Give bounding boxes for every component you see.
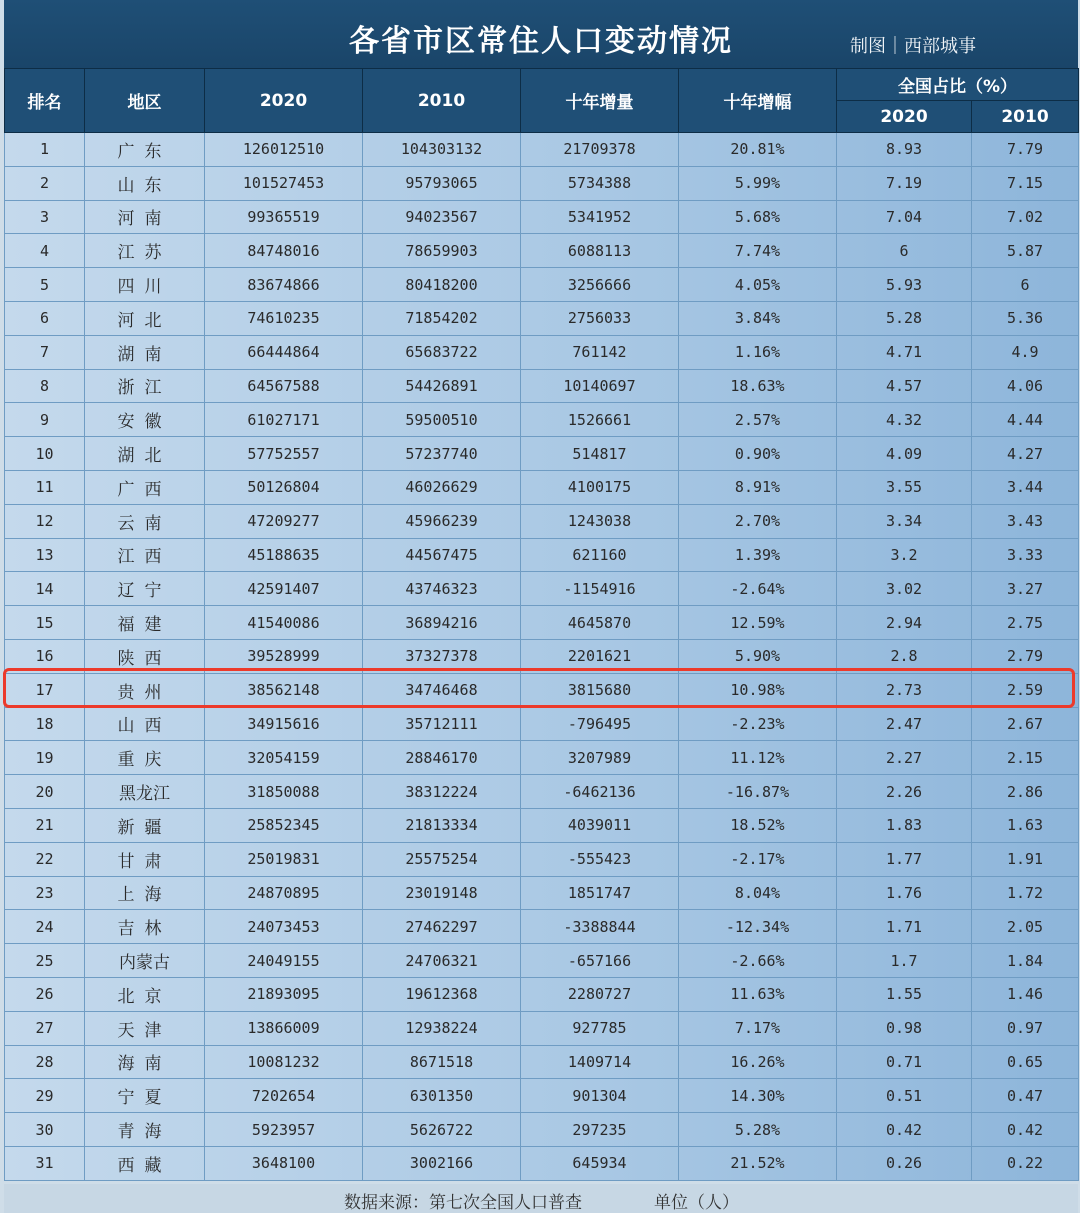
table-row xyxy=(5,775,1079,809)
cell-growth: 5.99% xyxy=(679,166,837,200)
cell-region: 宁夏 xyxy=(85,1079,205,1113)
cell-pop2020: 64567588 xyxy=(205,369,363,403)
cell-region: 黑龙江 xyxy=(85,775,205,809)
cell-share2010: 6 xyxy=(972,268,1079,302)
cell-share2020: 4.57 xyxy=(837,369,972,403)
cell-growth: -2.17% xyxy=(679,842,837,876)
cell-rank: 24 xyxy=(5,910,85,944)
cell-pop2010: 36894216 xyxy=(363,606,521,640)
cell-share2010: 1.84 xyxy=(972,944,1079,978)
cell-share2020: 0.71 xyxy=(837,1045,972,1079)
cell-rank: 9 xyxy=(5,403,85,437)
cell-change: -796495 xyxy=(521,707,679,741)
cell-share2010: 1.46 xyxy=(972,977,1079,1011)
cell-region: 新疆 xyxy=(85,808,205,842)
cell-growth: -12.34% xyxy=(679,910,837,944)
cell-region: 四川 xyxy=(85,268,205,302)
table-row xyxy=(5,741,1079,775)
cell-share2020: 4.32 xyxy=(837,403,972,437)
cell-pop2020: 3648100 xyxy=(205,1146,363,1180)
cell-share2020: 1.76 xyxy=(837,876,972,910)
cell-share2010: 2.15 xyxy=(972,741,1079,775)
cell-pop2020: 7202654 xyxy=(205,1079,363,1113)
cell-region: 安徽 xyxy=(85,403,205,437)
cell-share2010: 4.27 xyxy=(972,437,1079,471)
cell-share2010: 2.86 xyxy=(972,775,1079,809)
cell-growth: -2.23% xyxy=(679,707,837,741)
cell-change: 4100175 xyxy=(521,470,679,504)
cell-pop2010: 5626722 xyxy=(363,1113,521,1147)
cell-growth: 11.12% xyxy=(679,741,837,775)
cell-pop2010: 35712111 xyxy=(363,707,521,741)
cell-share2020: 0.98 xyxy=(837,1011,972,1045)
cell-growth: -16.87% xyxy=(679,775,837,809)
cell-rank: 12 xyxy=(5,504,85,538)
cell-pop2010: 45966239 xyxy=(363,504,521,538)
cell-pop2020: 39528999 xyxy=(205,639,363,673)
table-row xyxy=(5,808,1079,842)
table-row xyxy=(5,335,1079,369)
cell-pop2010: 44567475 xyxy=(363,538,521,572)
cell-pop2010: 28846170 xyxy=(363,741,521,775)
cell-pop2020: 47209277 xyxy=(205,504,363,538)
cell-pop2010: 34746468 xyxy=(363,673,521,707)
table-row xyxy=(5,504,1079,538)
cell-growth: 4.05% xyxy=(679,268,837,302)
table-row xyxy=(5,437,1079,471)
cell-share2020: 4.71 xyxy=(837,335,972,369)
cell-share2020: 2.8 xyxy=(837,639,972,673)
cell-growth: 5.90% xyxy=(679,639,837,673)
cell-change: 3815680 xyxy=(521,673,679,707)
cell-change: 514817 xyxy=(521,437,679,471)
table-row xyxy=(5,572,1079,606)
cell-region: 天津 xyxy=(85,1011,205,1045)
cell-change: 10140697 xyxy=(521,369,679,403)
cell-share2020: 1.55 xyxy=(837,977,972,1011)
cell-share2020: 2.94 xyxy=(837,606,972,640)
cell-change: 901304 xyxy=(521,1079,679,1113)
cell-growth: 18.52% xyxy=(679,808,837,842)
cell-pop2020: 24870895 xyxy=(205,876,363,910)
table-row xyxy=(5,910,1079,944)
cell-share2010: 7.02 xyxy=(972,200,1079,234)
cell-share2010: 2.59 xyxy=(972,673,1079,707)
cell-region: 江西 xyxy=(85,538,205,572)
cell-share2020: 1.77 xyxy=(837,842,972,876)
table-row xyxy=(5,1011,1079,1045)
cell-pop2010: 46026629 xyxy=(363,470,521,504)
cell-share2020: 5.93 xyxy=(837,268,972,302)
cell-share2020: 4.09 xyxy=(837,437,972,471)
cell-pop2020: 66444864 xyxy=(205,335,363,369)
cell-pop2020: 34915616 xyxy=(205,707,363,741)
cell-change: 1409714 xyxy=(521,1045,679,1079)
cell-growth: -2.64% xyxy=(679,572,837,606)
cell-share2010: 3.27 xyxy=(972,572,1079,606)
cell-share2020: 2.73 xyxy=(837,673,972,707)
cell-share2010: 2.79 xyxy=(972,639,1079,673)
cell-change: 4645870 xyxy=(521,606,679,640)
cell-rank: 13 xyxy=(5,538,85,572)
unit-label: 单位（人） xyxy=(654,1193,739,1213)
cell-growth: -2.66% xyxy=(679,944,837,978)
cell-pop2020: 61027171 xyxy=(205,403,363,437)
col-header-pop2010: 2010 xyxy=(363,69,521,133)
table-row xyxy=(5,1146,1079,1180)
table-row xyxy=(5,639,1079,673)
cell-growth: 10.98% xyxy=(679,673,837,707)
cell-share2020: 3.2 xyxy=(837,538,972,572)
table-row xyxy=(5,606,1079,640)
cell-share2010: 4.9 xyxy=(972,335,1079,369)
cell-growth: 5.28% xyxy=(679,1113,837,1147)
cell-growth: 8.91% xyxy=(679,470,837,504)
cell-pop2010: 104303132 xyxy=(363,133,521,167)
table-footer xyxy=(4,1184,1078,1213)
cell-growth: 8.04% xyxy=(679,876,837,910)
col-header-share2020: 2020 xyxy=(837,101,972,133)
cell-region: 福建 xyxy=(85,606,205,640)
table-row xyxy=(5,268,1079,302)
cell-share2010: 1.72 xyxy=(972,876,1079,910)
cell-pop2020: 10081232 xyxy=(205,1045,363,1079)
cell-region: 辽宁 xyxy=(85,572,205,606)
cell-rank: 11 xyxy=(5,470,85,504)
cell-growth: 1.39% xyxy=(679,538,837,572)
col-header-growth: 十年增幅 xyxy=(679,69,837,133)
cell-change: 1243038 xyxy=(521,504,679,538)
cell-rank: 31 xyxy=(5,1146,85,1180)
cell-pop2010: 43746323 xyxy=(363,572,521,606)
cell-share2020: 2.26 xyxy=(837,775,972,809)
cell-pop2010: 95793065 xyxy=(363,166,521,200)
cell-pop2020: 41540086 xyxy=(205,606,363,640)
population-table xyxy=(4,68,1079,1181)
table-row xyxy=(5,1079,1079,1113)
cell-pop2020: 83674866 xyxy=(205,268,363,302)
credit-label: 制图｜西部城事 xyxy=(850,36,976,57)
cell-rank: 26 xyxy=(5,977,85,1011)
cell-share2020: 1.71 xyxy=(837,910,972,944)
cell-pop2020: 74610235 xyxy=(205,301,363,335)
cell-pop2020: 25019831 xyxy=(205,842,363,876)
cell-share2010: 2.05 xyxy=(972,910,1079,944)
table-row xyxy=(5,1113,1079,1147)
cell-pop2020: 24049155 xyxy=(205,944,363,978)
cell-change: 645934 xyxy=(521,1146,679,1180)
table-row xyxy=(5,369,1079,403)
cell-region: 吉林 xyxy=(85,910,205,944)
cell-growth: 3.84% xyxy=(679,301,837,335)
cell-rank: 17 xyxy=(5,673,85,707)
cell-share2010: 1.63 xyxy=(972,808,1079,842)
cell-region: 上海 xyxy=(85,876,205,910)
col-header-rank: 排名 xyxy=(5,69,85,133)
cell-share2010: 3.43 xyxy=(972,504,1079,538)
cell-pop2010: 37327378 xyxy=(363,639,521,673)
cell-pop2020: 45188635 xyxy=(205,538,363,572)
cell-change: 2280727 xyxy=(521,977,679,1011)
cell-growth: 16.26% xyxy=(679,1045,837,1079)
col-header-change: 十年增量 xyxy=(521,69,679,133)
cell-share2010: 3.33 xyxy=(972,538,1079,572)
table-row xyxy=(5,876,1079,910)
cell-rank: 19 xyxy=(5,741,85,775)
cell-pop2020: 31850088 xyxy=(205,775,363,809)
cell-region: 内蒙古 xyxy=(85,944,205,978)
page-title: 各省市区常住人口变动情况 xyxy=(349,24,733,59)
table-row xyxy=(5,403,1079,437)
cell-growth: 11.63% xyxy=(679,977,837,1011)
cell-pop2010: 78659903 xyxy=(363,234,521,268)
cell-region: 陕西 xyxy=(85,639,205,673)
cell-pop2010: 19612368 xyxy=(363,977,521,1011)
cell-rank: 14 xyxy=(5,572,85,606)
cell-share2010: 5.87 xyxy=(972,234,1079,268)
cell-region: 湖北 xyxy=(85,437,205,471)
cell-growth: 2.70% xyxy=(679,504,837,538)
cell-rank: 28 xyxy=(5,1045,85,1079)
cell-change: 297235 xyxy=(521,1113,679,1147)
table-row xyxy=(5,538,1079,572)
cell-region: 北京 xyxy=(85,977,205,1011)
cell-share2010: 0.97 xyxy=(972,1011,1079,1045)
cell-growth: 1.16% xyxy=(679,335,837,369)
cell-share2020: 1.83 xyxy=(837,808,972,842)
data-source-label: 数据来源：第七次全国人口普查 xyxy=(344,1193,582,1213)
cell-pop2010: 8671518 xyxy=(363,1045,521,1079)
table-row xyxy=(5,673,1079,707)
cell-change: 5734388 xyxy=(521,166,679,200)
table-row xyxy=(5,133,1079,167)
cell-growth: 21.52% xyxy=(679,1146,837,1180)
cell-share2010: 0.22 xyxy=(972,1146,1079,1180)
cell-rank: 20 xyxy=(5,775,85,809)
cell-change: 2756033 xyxy=(521,301,679,335)
cell-share2020: 7.19 xyxy=(837,166,972,200)
cell-share2010: 5.36 xyxy=(972,301,1079,335)
table-row xyxy=(5,944,1079,978)
cell-region: 广西 xyxy=(85,470,205,504)
table-row xyxy=(5,200,1079,234)
cell-growth: 0.90% xyxy=(679,437,837,471)
cell-share2010: 0.42 xyxy=(972,1113,1079,1147)
cell-pop2010: 65683722 xyxy=(363,335,521,369)
cell-region: 海南 xyxy=(85,1045,205,1079)
cell-region: 甘肃 xyxy=(85,842,205,876)
cell-rank: 7 xyxy=(5,335,85,369)
cell-growth: 7.74% xyxy=(679,234,837,268)
cell-pop2020: 101527453 xyxy=(205,166,363,200)
cell-rank: 29 xyxy=(5,1079,85,1113)
cell-region: 西藏 xyxy=(85,1146,205,1180)
cell-share2020: 2.47 xyxy=(837,707,972,741)
cell-pop2020: 21893095 xyxy=(205,977,363,1011)
cell-pop2020: 32054159 xyxy=(205,741,363,775)
cell-pop2010: 6301350 xyxy=(363,1079,521,1113)
cell-change: 3207989 xyxy=(521,741,679,775)
table-row xyxy=(5,166,1079,200)
col-header-region: 地区 xyxy=(85,69,205,133)
table-row xyxy=(5,301,1079,335)
cell-share2020: 0.51 xyxy=(837,1079,972,1113)
cell-change: 2201621 xyxy=(521,639,679,673)
cell-pop2010: 54426891 xyxy=(363,369,521,403)
cell-change: -657166 xyxy=(521,944,679,978)
cell-change: 5341952 xyxy=(521,200,679,234)
cell-share2010: 2.67 xyxy=(972,707,1079,741)
cell-rank: 8 xyxy=(5,369,85,403)
cell-rank: 30 xyxy=(5,1113,85,1147)
cell-change: 927785 xyxy=(521,1011,679,1045)
cell-pop2020: 42591407 xyxy=(205,572,363,606)
cell-share2020: 8.93 xyxy=(837,133,972,167)
table-row xyxy=(5,1045,1079,1079)
cell-share2010: 4.44 xyxy=(972,403,1079,437)
cell-share2020: 1.7 xyxy=(837,944,972,978)
cell-share2020: 3.02 xyxy=(837,572,972,606)
cell-region: 山西 xyxy=(85,707,205,741)
cell-pop2020: 99365519 xyxy=(205,200,363,234)
cell-change: -1154916 xyxy=(521,572,679,606)
cell-region: 贵州 xyxy=(85,673,205,707)
cell-change: 761142 xyxy=(521,335,679,369)
cell-rank: 4 xyxy=(5,234,85,268)
cell-rank: 2 xyxy=(5,166,85,200)
cell-pop2010: 12938224 xyxy=(363,1011,521,1045)
cell-pop2010: 25575254 xyxy=(363,842,521,876)
cell-rank: 15 xyxy=(5,606,85,640)
cell-share2020: 6 xyxy=(837,234,972,268)
col-header-share-group: 全国占比（%） xyxy=(837,69,1079,101)
cell-change: -6462136 xyxy=(521,775,679,809)
cell-growth: 20.81% xyxy=(679,133,837,167)
cell-pop2020: 126012510 xyxy=(205,133,363,167)
cell-region: 河南 xyxy=(85,200,205,234)
cell-rank: 27 xyxy=(5,1011,85,1045)
cell-region: 江苏 xyxy=(85,234,205,268)
cell-rank: 6 xyxy=(5,301,85,335)
cell-growth: 5.68% xyxy=(679,200,837,234)
cell-pop2020: 24073453 xyxy=(205,910,363,944)
cell-change: 1526661 xyxy=(521,403,679,437)
cell-rank: 3 xyxy=(5,200,85,234)
cell-share2020: 0.42 xyxy=(837,1113,972,1147)
cell-region: 青海 xyxy=(85,1113,205,1147)
cell-share2010: 0.47 xyxy=(972,1079,1079,1113)
cell-rank: 5 xyxy=(5,268,85,302)
cell-pop2010: 80418200 xyxy=(363,268,521,302)
cell-pop2010: 38312224 xyxy=(363,775,521,809)
cell-rank: 16 xyxy=(5,639,85,673)
cell-change: 21709378 xyxy=(521,133,679,167)
cell-share2020: 0.26 xyxy=(837,1146,972,1180)
cell-growth: 7.17% xyxy=(679,1011,837,1045)
cell-pop2020: 84748016 xyxy=(205,234,363,268)
cell-pop2010: 21813334 xyxy=(363,808,521,842)
cell-pop2010: 59500510 xyxy=(363,403,521,437)
cell-share2020: 3.34 xyxy=(837,504,972,538)
table-row xyxy=(5,842,1079,876)
cell-pop2020: 13866009 xyxy=(205,1011,363,1045)
cell-share2010: 7.79 xyxy=(972,133,1079,167)
cell-region: 重庆 xyxy=(85,741,205,775)
table-body xyxy=(5,133,1079,1181)
cell-change: 4039011 xyxy=(521,808,679,842)
cell-pop2010: 23019148 xyxy=(363,876,521,910)
cell-growth: 18.63% xyxy=(679,369,837,403)
cell-region: 湖南 xyxy=(85,335,205,369)
cell-pop2020: 57752557 xyxy=(205,437,363,471)
cell-rank: 23 xyxy=(5,876,85,910)
table-row xyxy=(5,470,1079,504)
cell-pop2020: 5923957 xyxy=(205,1113,363,1147)
cell-region: 河北 xyxy=(85,301,205,335)
cell-rank: 18 xyxy=(5,707,85,741)
cell-rank: 21 xyxy=(5,808,85,842)
cell-growth: 14.30% xyxy=(679,1079,837,1113)
cell-pop2010: 94023567 xyxy=(363,200,521,234)
cell-share2010: 2.75 xyxy=(972,606,1079,640)
cell-share2010: 3.44 xyxy=(972,470,1079,504)
col-header-pop2020: 2020 xyxy=(205,69,363,133)
cell-change: 621160 xyxy=(521,538,679,572)
col-header-share2010: 2010 xyxy=(972,101,1079,133)
cell-share2020: 3.55 xyxy=(837,470,972,504)
cell-region: 浙江 xyxy=(85,369,205,403)
cell-share2010: 7.15 xyxy=(972,166,1079,200)
cell-pop2020: 50126804 xyxy=(205,470,363,504)
cell-share2010: 4.06 xyxy=(972,369,1079,403)
cell-region: 山东 xyxy=(85,166,205,200)
title-bar xyxy=(4,0,1078,68)
cell-pop2010: 71854202 xyxy=(363,301,521,335)
cell-growth: 12.59% xyxy=(679,606,837,640)
cell-pop2010: 24706321 xyxy=(363,944,521,978)
cell-change: -555423 xyxy=(521,842,679,876)
cell-pop2020: 38562148 xyxy=(205,673,363,707)
cell-rank: 25 xyxy=(5,944,85,978)
table-row xyxy=(5,977,1079,1011)
cell-pop2010: 3002166 xyxy=(363,1146,521,1180)
cell-change: 3256666 xyxy=(521,268,679,302)
cell-region: 广东 xyxy=(85,133,205,167)
cell-rank: 22 xyxy=(5,842,85,876)
table-row xyxy=(5,707,1079,741)
cell-share2020: 7.04 xyxy=(837,200,972,234)
cell-share2010: 0.65 xyxy=(972,1045,1079,1079)
cell-change: 1851747 xyxy=(521,876,679,910)
cell-pop2010: 57237740 xyxy=(363,437,521,471)
cell-growth: 2.57% xyxy=(679,403,837,437)
cell-region: 云南 xyxy=(85,504,205,538)
cell-share2020: 5.28 xyxy=(837,301,972,335)
cell-rank: 1 xyxy=(5,133,85,167)
cell-rank: 10 xyxy=(5,437,85,471)
cell-pop2010: 27462297 xyxy=(363,910,521,944)
cell-change: 6088113 xyxy=(521,234,679,268)
cell-change: -3388844 xyxy=(521,910,679,944)
cell-share2020: 2.27 xyxy=(837,741,972,775)
cell-share2010: 1.91 xyxy=(972,842,1079,876)
cell-pop2020: 25852345 xyxy=(205,808,363,842)
table-row xyxy=(5,234,1079,268)
